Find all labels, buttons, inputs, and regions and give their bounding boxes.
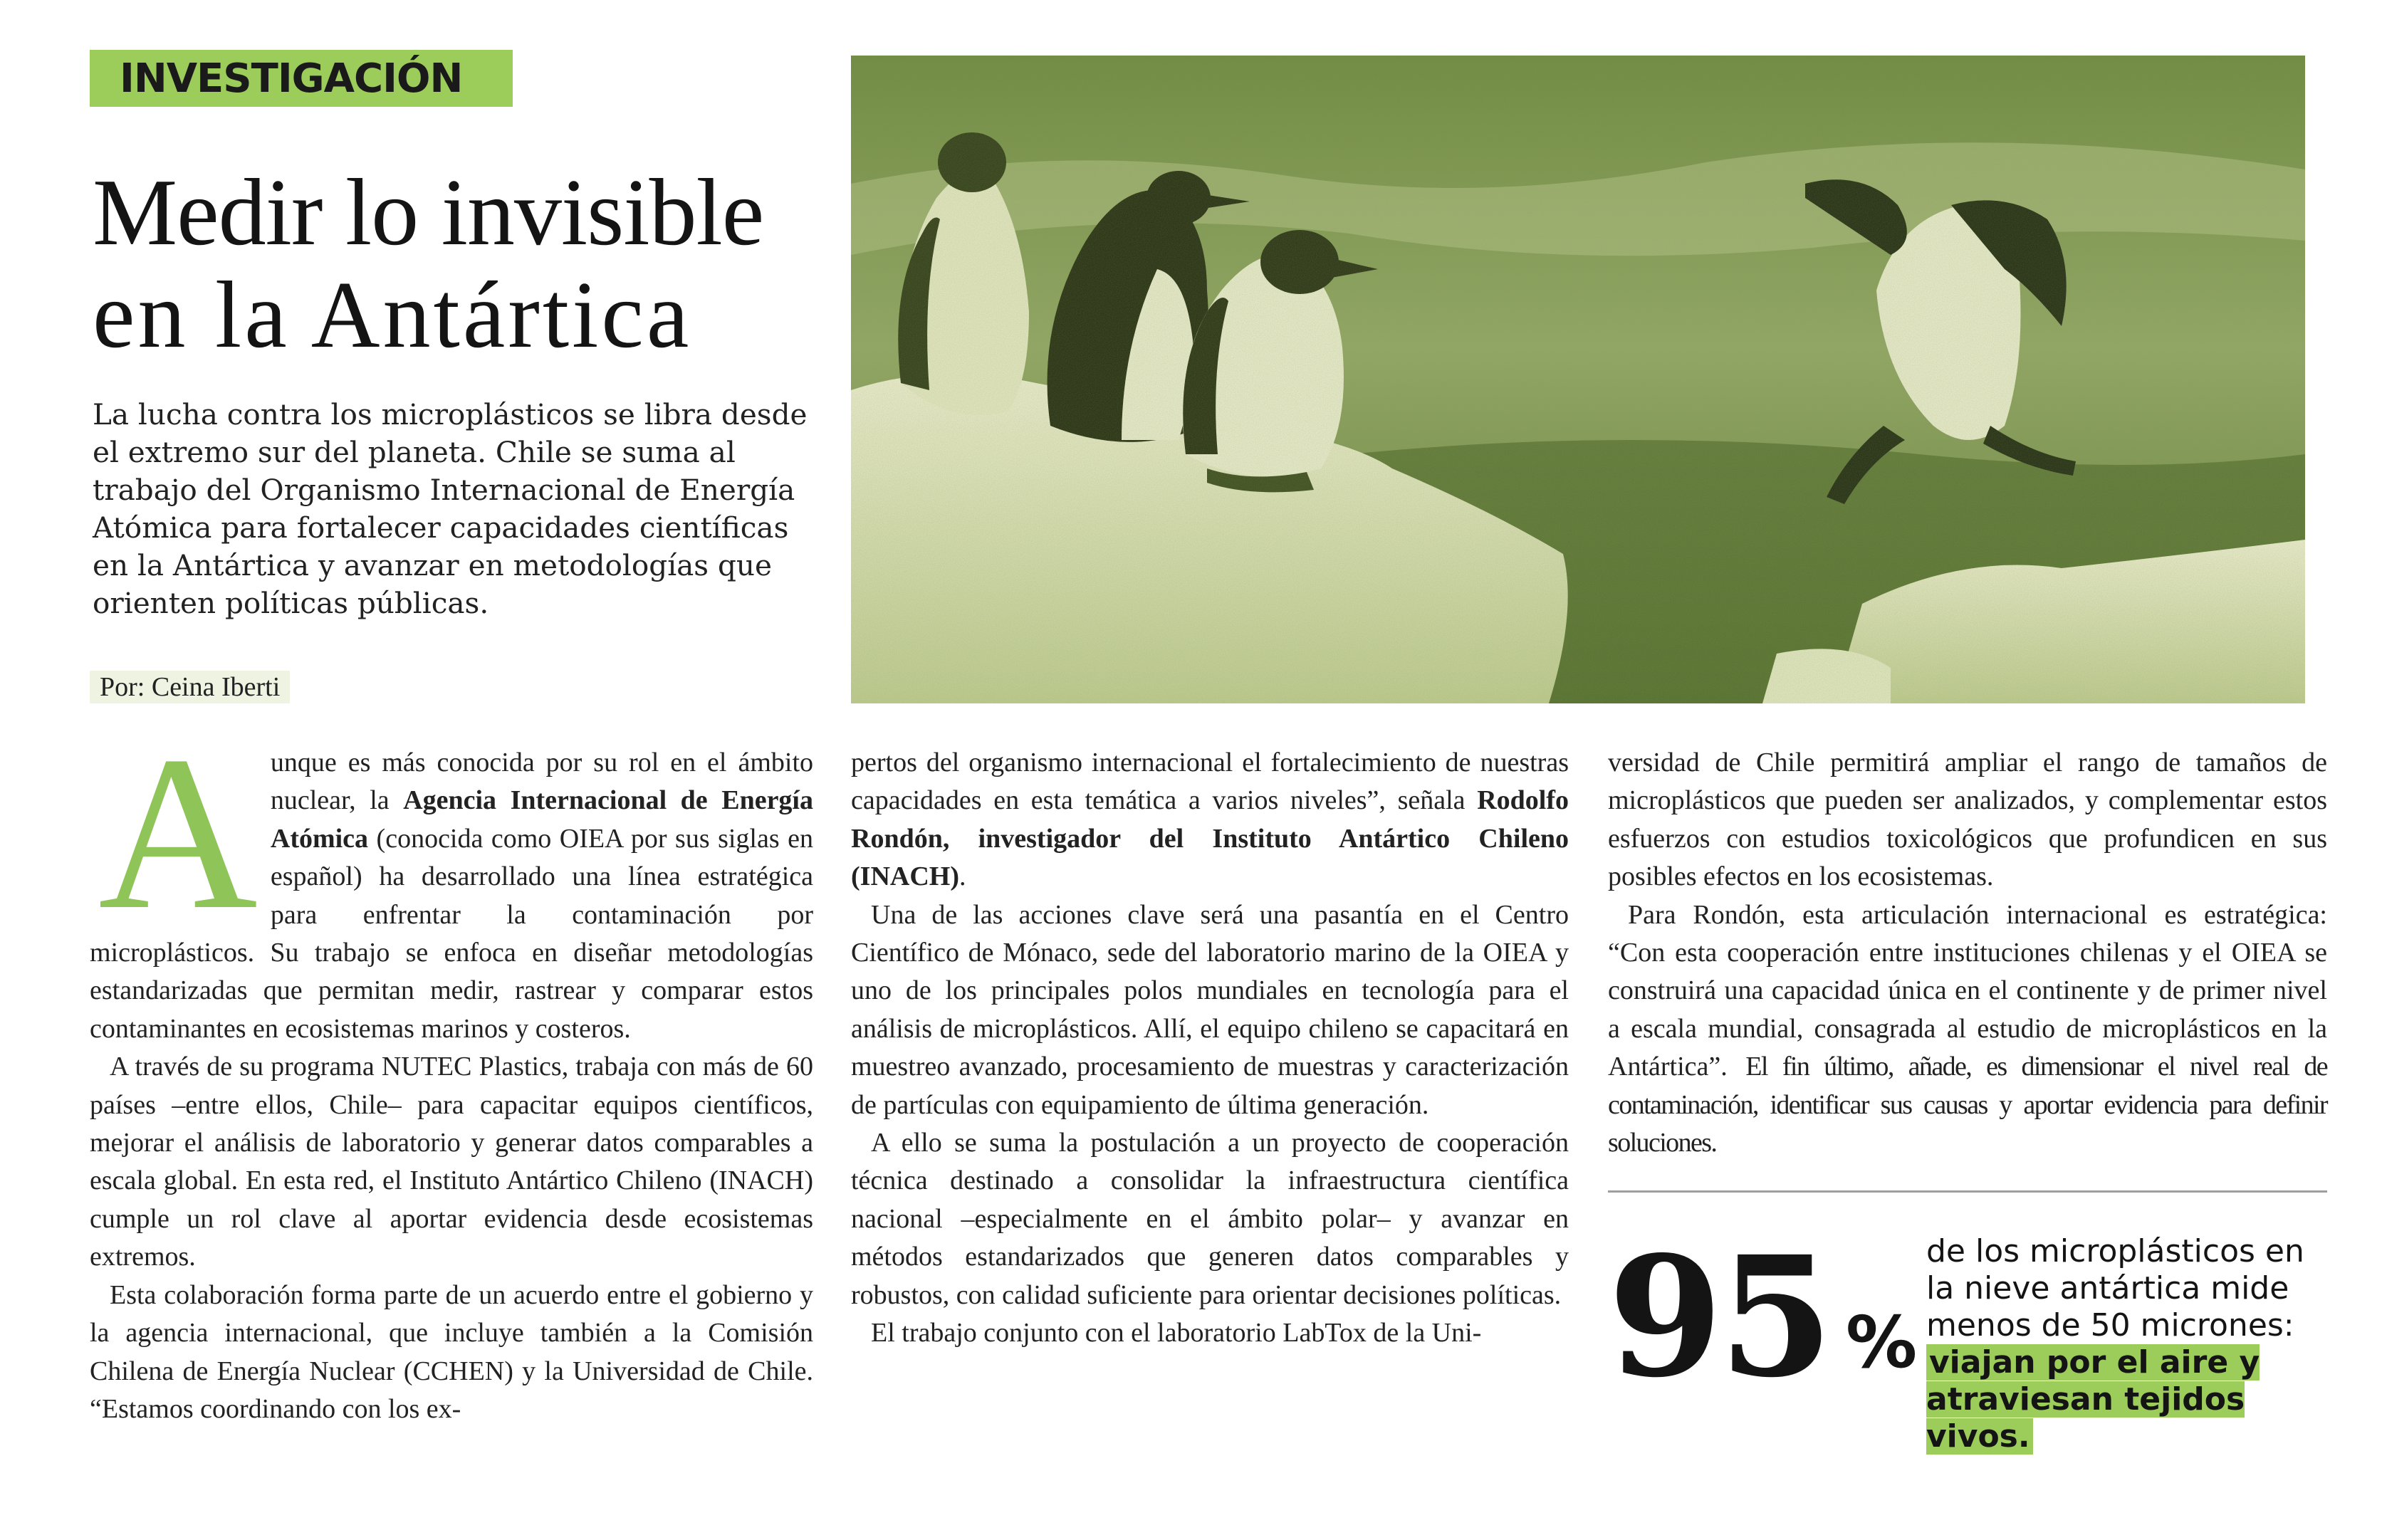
text-run: unque es más conocida por su rol en el ámbito nuclear, la — [270, 748, 813, 816]
text-run: Para Rondón, esta articulación internacional es estratégica: “Con esta cooperación entre instituciones chilenas y el OIEA se construirá una capacidad única en el continente y de primer nivel a escala mundial, consagrada al estudio de microplásticos en la Antártica”. — [1608, 899, 2327, 1082]
paragraph — [1608, 896, 2327, 1163]
article-column-2 — [851, 744, 1569, 1353]
article-column-3 — [1608, 744, 2327, 1162]
article-column-1 — [90, 711, 813, 1428]
divider — [1608, 1190, 2327, 1193]
bold-run: Rodolfo Rondón, investigador del Instituto Antártico Chileno (INACH) — [851, 785, 1569, 892]
stat-text — [1926, 1233, 2325, 1455]
text-run: (conocida como OIEA por sus siglas en español) ha desarrollado una línea estratégica para enfrentar la contaminación por microplásticos. Su trabajo se enfoca en diseñar metodologías estandarizadas que permitan medir, rastrear y comparar estos contaminantes en ecosistemas marinos y costeros. — [90, 823, 813, 1044]
stat-number: 95 — [1608, 1220, 1829, 1414]
penguins-photo — [851, 56, 2305, 703]
paragraph: A través de su programa NUTEC Plastics, trabaja con más de 60 países –entre ellos, Chile– para capacitar equipos científicos, mejorar el análisis de laboratorio y generar datos comparables a escala global. En esta red, el Instituto Antártico Chileno (INACH) cumple un rol clave al aportar evidencia desde ecosistemas extremos. — [90, 1052, 813, 1272]
paragraph: Una de las acciones clave será una pasantía en el Centro Científico de Mónaco, sede del laboratorio marino de la OIEA y uno de los principales polos mundiales en tecnología para el análisis de microplásticos. Allí, el equipo chileno se capacitará en muestreo avanzado, procesamiento de muestras y caracterización de partículas con equipamiento de última generación. — [851, 899, 1569, 1120]
paragraph — [851, 744, 1569, 896]
bold-run: Agencia Internacional de Energía Atómica — [270, 785, 813, 854]
penguins-illustration — [851, 56, 2305, 703]
dek: La lucha contra los microplásticos se libra desde el extremo sur del planeta. Chile se suma al trabajo del Organismo Internacional de Energía Atómica para fortalecer capacidades científicas en la Antártica y avanzar en metodologías que orienten políticas públicas. — [93, 397, 808, 620]
headline-line-2: en la Antártica — [93, 262, 692, 367]
drop-cap: A — [98, 711, 258, 955]
headline — [93, 161, 833, 366]
text-run: El fin último, añade, es dimensionar el nivel real de contaminación, identificar sus causas y aportar evidencia para definir soluciones. — [1608, 1052, 2328, 1158]
paragraph: A ello se suma la postulación a un proyecto de cooperación técnica destinado a consolidar la infraestructura científica nacional –especialmente en el ámbito polar– y avanzar en métodos estandarizados que generen datos comparables y robustos, con calidad suficiente para orientar decisiones políticas. — [851, 1128, 1569, 1310]
paragraph: El trabajo conjunto con el laboratorio LabTox de la Uni- — [871, 1318, 1482, 1348]
text-run: . — [958, 861, 966, 892]
stat-description: de los microplásticos en la nieve antártica mide menos de 50 micrones: — [1926, 1233, 2304, 1343]
paragraph: Esta colaboración forma parte de un acuerdo entre el gobierno y la agencia internacional, que incluye también a la Comisión Chilena de Energía Nuclear (CCHEN) y la Universidad de Chile. “Estamos coordinando con los ex- — [90, 1279, 813, 1424]
paragraph: versidad de Chile permitirá ampliar el rango de tamaños de microplásticos que pueden ser analizados, y complementar estos esfuerzos con estudios toxicológicos que profundicen en sus posibles efectos en los ecosistemas. — [1608, 748, 2327, 892]
byline: Por: Ceina Iberti — [90, 671, 290, 703]
section-label: INVESTIGACIÓN — [90, 50, 513, 107]
stat-highlight: viajan por el aire y atraviesan tejidos vivos. — [1926, 1344, 2260, 1455]
stat-unit: % — [1846, 1301, 1918, 1384]
paragraph — [90, 711, 813, 1048]
text-run: pertos del organismo internacional el fortalecimiento de nuestras capacidades en esta temática a varios niveles”, señala — [851, 748, 1569, 816]
headline-line-1: Medir lo invisible — [93, 159, 764, 265]
